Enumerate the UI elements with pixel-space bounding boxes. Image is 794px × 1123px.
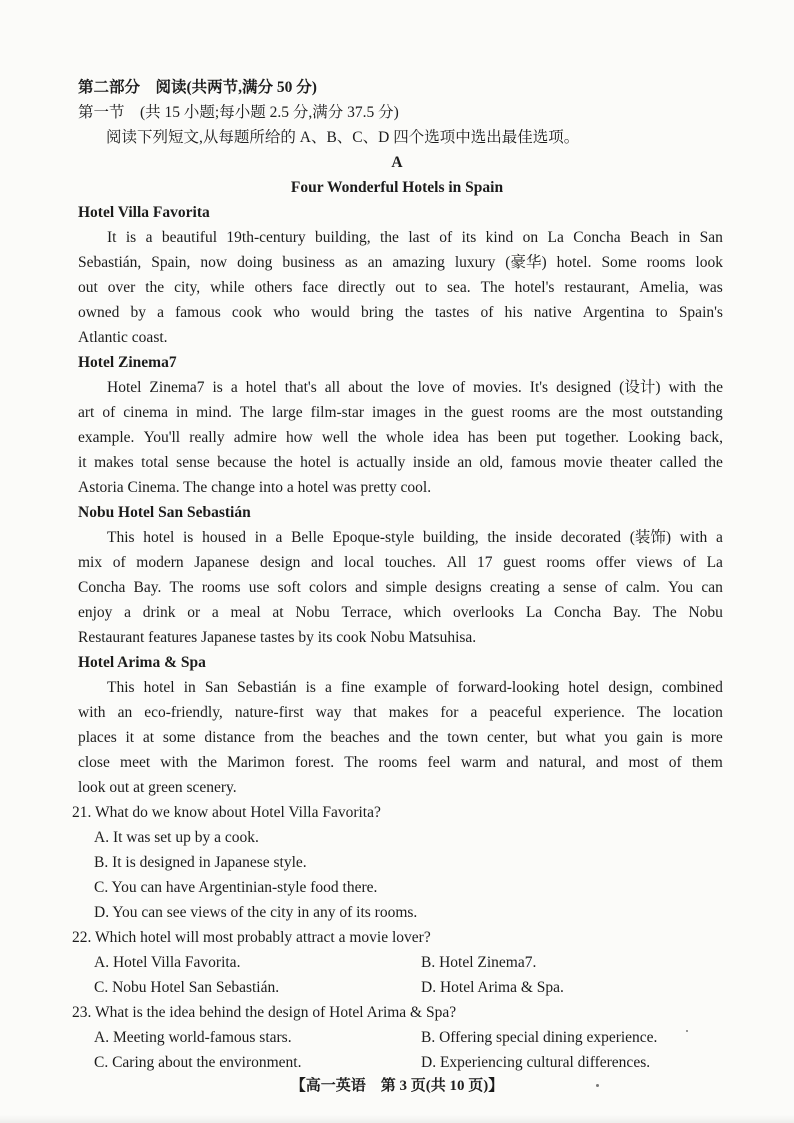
- page-footer: 【高一英语 第 3 页(共 10 页)】: [290, 1078, 504, 1094]
- paragraph-line: It is a beautiful 19th-century building, the last of its kind on La Concha Beach in San: [107, 229, 723, 246]
- section-heading: 第一节 (共 15 小题;每小题 2.5 分,满分 37.5 分): [78, 104, 399, 121]
- paragraph-line: example. You'll really admire how well the whole idea has been put together. Looking back,: [78, 429, 723, 446]
- paragraph-line: This hotel in San Sebastián is a fine example of forward-looking hotel design, combined: [107, 679, 723, 696]
- question-stem-21: 21. What do we know about Hotel Villa Favorita?: [72, 804, 381, 821]
- scan-speck: [686, 1030, 688, 1032]
- scan-speck: [596, 1084, 599, 1087]
- paragraph-line: This hotel is housed in a Belle Epoque-style building, the inside decorated (装饰) with a: [107, 529, 723, 546]
- paragraph-line: owned by a famous cook who would bring the tastes of his native Argentina to Spain's: [78, 304, 723, 321]
- paragraph-line: Restaurant features Japanese tastes by its cook Nobu Matsuhisa.: [78, 629, 477, 646]
- option-22-c: C. Nobu Hotel San Sebastián.: [94, 979, 280, 996]
- paragraph-line: Atlantic coast.: [78, 329, 168, 346]
- paragraph-line: mix of modern Japanese design and local touches. All 17 guest rooms offer views of La: [78, 554, 723, 571]
- option-22-a: A. Hotel Villa Favorita.: [94, 954, 241, 971]
- instruction-text: 阅读下列短文,从每题所给的 A、B、C、D 四个选项中选出最佳选项。: [106, 129, 580, 146]
- option-21-c: C. You can have Argentinian-style food there.: [94, 879, 378, 896]
- section-heading-arima: Hotel Arima & Spa: [78, 654, 206, 671]
- paragraph-line: places it at some distance from the beaches and the town center, but what you gain is more: [78, 729, 723, 746]
- paragraph-line: close meet with the Marimon forest. The rooms feel warm and natural, and most of them: [78, 754, 723, 771]
- paragraph-line: art of cinema in mind. The large film-star images in the guest rooms are the most outstanding: [78, 404, 723, 421]
- passage-title: Four Wonderful Hotels in Spain: [290, 179, 504, 196]
- paragraph-line: out over the city, while others face directly out to sea. The hotel's restaurant, Amelia, was: [78, 279, 723, 296]
- paragraph-line: look out at green scenery.: [78, 779, 237, 796]
- option-23-c: C. Caring about the environment.: [94, 1054, 302, 1071]
- section-heading-villa-favorita: Hotel Villa Favorita: [78, 204, 210, 221]
- option-23-b: B. Offering special dining experience.: [421, 1029, 658, 1046]
- option-21-d: D. You can see views of the city in any of its rooms.: [94, 904, 418, 921]
- paragraph-line: Hotel Zinema7 is a hotel that's all about the love of movies. It's designed (设计) with the: [107, 379, 723, 396]
- option-23-a: A. Meeting world-famous stars.: [94, 1029, 292, 1046]
- option-22-d: D. Hotel Arima & Spa.: [421, 979, 564, 996]
- paragraph-line: Astoria Cinema. The change into a hotel was pretty cool.: [78, 479, 432, 496]
- paragraph-line: it makes total sense because the hotel is actually inside an old, famous movie theater called the: [78, 454, 723, 471]
- option-21-b: B. It is designed in Japanese style.: [94, 854, 307, 871]
- part-heading: 第二部分 阅读(共两节,满分 50 分): [78, 79, 317, 96]
- passage-letter: A: [391, 154, 403, 171]
- option-23-d: D. Experiencing cultural differences.: [421, 1054, 651, 1071]
- paragraph-line: Concha Bay. The rooms use soft colors and simple designs creating a sense of calm. You can: [78, 579, 723, 596]
- paragraph-line: with an eco-friendly, nature-first way that makes for a peaceful experience. The location: [78, 704, 723, 721]
- section-heading-zinema7: Hotel Zinema7: [78, 354, 177, 371]
- section-heading-nobu: Nobu Hotel San Sebastián: [78, 504, 251, 521]
- question-stem-23: 23. What is the idea behind the design of Hotel Arima & Spa?: [72, 1004, 457, 1021]
- page-edge-shadow: [0, 1115, 794, 1123]
- option-21-a: A. It was set up by a cook.: [94, 829, 259, 846]
- paragraph-line: Sebastián, Spain, now doing business as an amazing luxury (豪华) hotel. Some rooms look: [78, 254, 723, 271]
- question-stem-22: 22. Which hotel will most probably attract a movie lover?: [72, 929, 431, 946]
- option-22-b: B. Hotel Zinema7.: [421, 954, 537, 971]
- paragraph-line: enjoy a drink or a meal at Nobu Terrace, which overlooks La Concha Bay. The Nobu: [78, 604, 723, 621]
